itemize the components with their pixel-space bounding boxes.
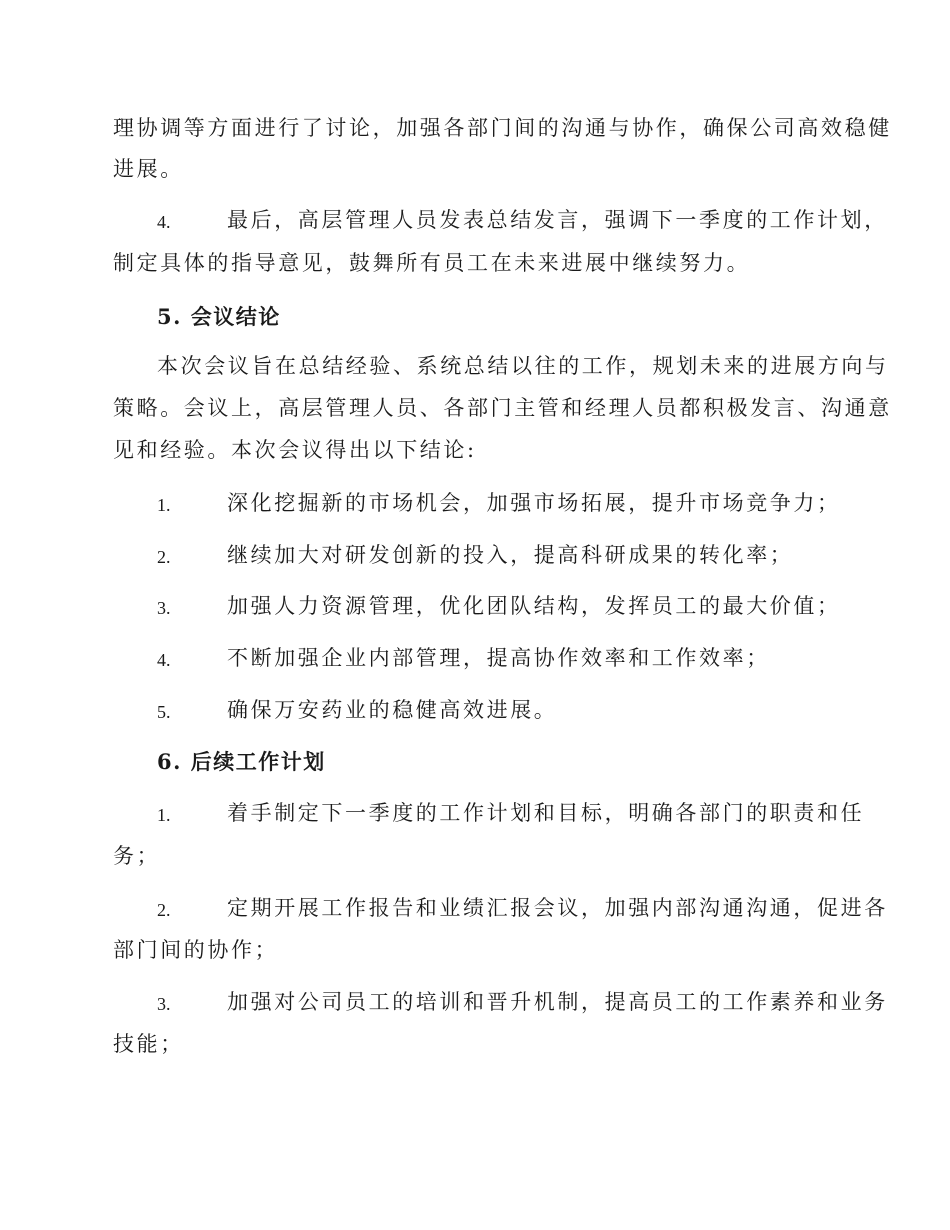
list-number: 4.: [157, 212, 171, 232]
list-item-text: 加强人力资源管理，优化团队结构，发挥员工的最大价值；: [227, 594, 841, 618]
list-number: 1.: [157, 495, 171, 515]
list-number: 3.: [157, 598, 171, 618]
list-item-continuation: 部门间的协作；: [113, 938, 279, 962]
list-item-text: 深化挖掘新的市场机会，加强市场拓展，提升市场竞争力；: [227, 491, 841, 515]
list-number: 5.: [157, 702, 171, 722]
list-item-continuation: 技能；: [113, 1032, 184, 1056]
list-item-text: 定期开展工作报告和业绩汇报会议，加强内部沟通沟通，促进各: [227, 896, 888, 920]
list-item-text: 确保万安药业的稳健高效进展。: [227, 698, 558, 722]
paragraph-line: 理协调等方面进行了讨论，加强各部门间的沟通与协作，确保公司高效稳健: [113, 116, 892, 140]
list-number: 2.: [157, 547, 171, 567]
list-item-text: 最后，高层管理人员发表总结发言，强调下一季度的工作计划，: [227, 208, 888, 232]
paragraph-line: 见和经验。本次会议得出以下结论:: [113, 438, 477, 462]
paragraph-line: 策略。会议上，高层管理人员、各部门主管和经理人员都积极发言、沟通意: [113, 396, 892, 420]
list-item-text: 加强对公司员工的培训和晋升机制，提高员工的工作素养和业务: [227, 990, 888, 1014]
list-number: 3.: [157, 994, 171, 1014]
section-heading: 6. 后续工作计划: [157, 749, 326, 774]
paragraph-line: 进展。: [113, 157, 184, 181]
list-item-text: 继续加大对研发创新的投入，提高科研成果的转化率；: [227, 543, 794, 567]
section-heading: 5. 会议结论: [157, 304, 281, 329]
paragraph-line: 本次会议旨在总结经验、系统总结以往的工作，规划未来的进展方向与: [157, 354, 889, 378]
list-item-continuation: 务；: [113, 844, 161, 868]
list-number: 1.: [157, 805, 171, 825]
list-number: 4.: [157, 650, 171, 670]
list-number: 2.: [157, 900, 171, 920]
list-item-text: 着手制定下一季度的工作计划和目标，明确各部门的职责和任: [227, 801, 865, 825]
list-item-continuation: 制定具体的指导意见，鼓舞所有员工在未来进展中继续努力。: [113, 251, 751, 275]
list-item-text: 不断加强企业内部管理，提高协作效率和工作效率；: [227, 646, 770, 670]
